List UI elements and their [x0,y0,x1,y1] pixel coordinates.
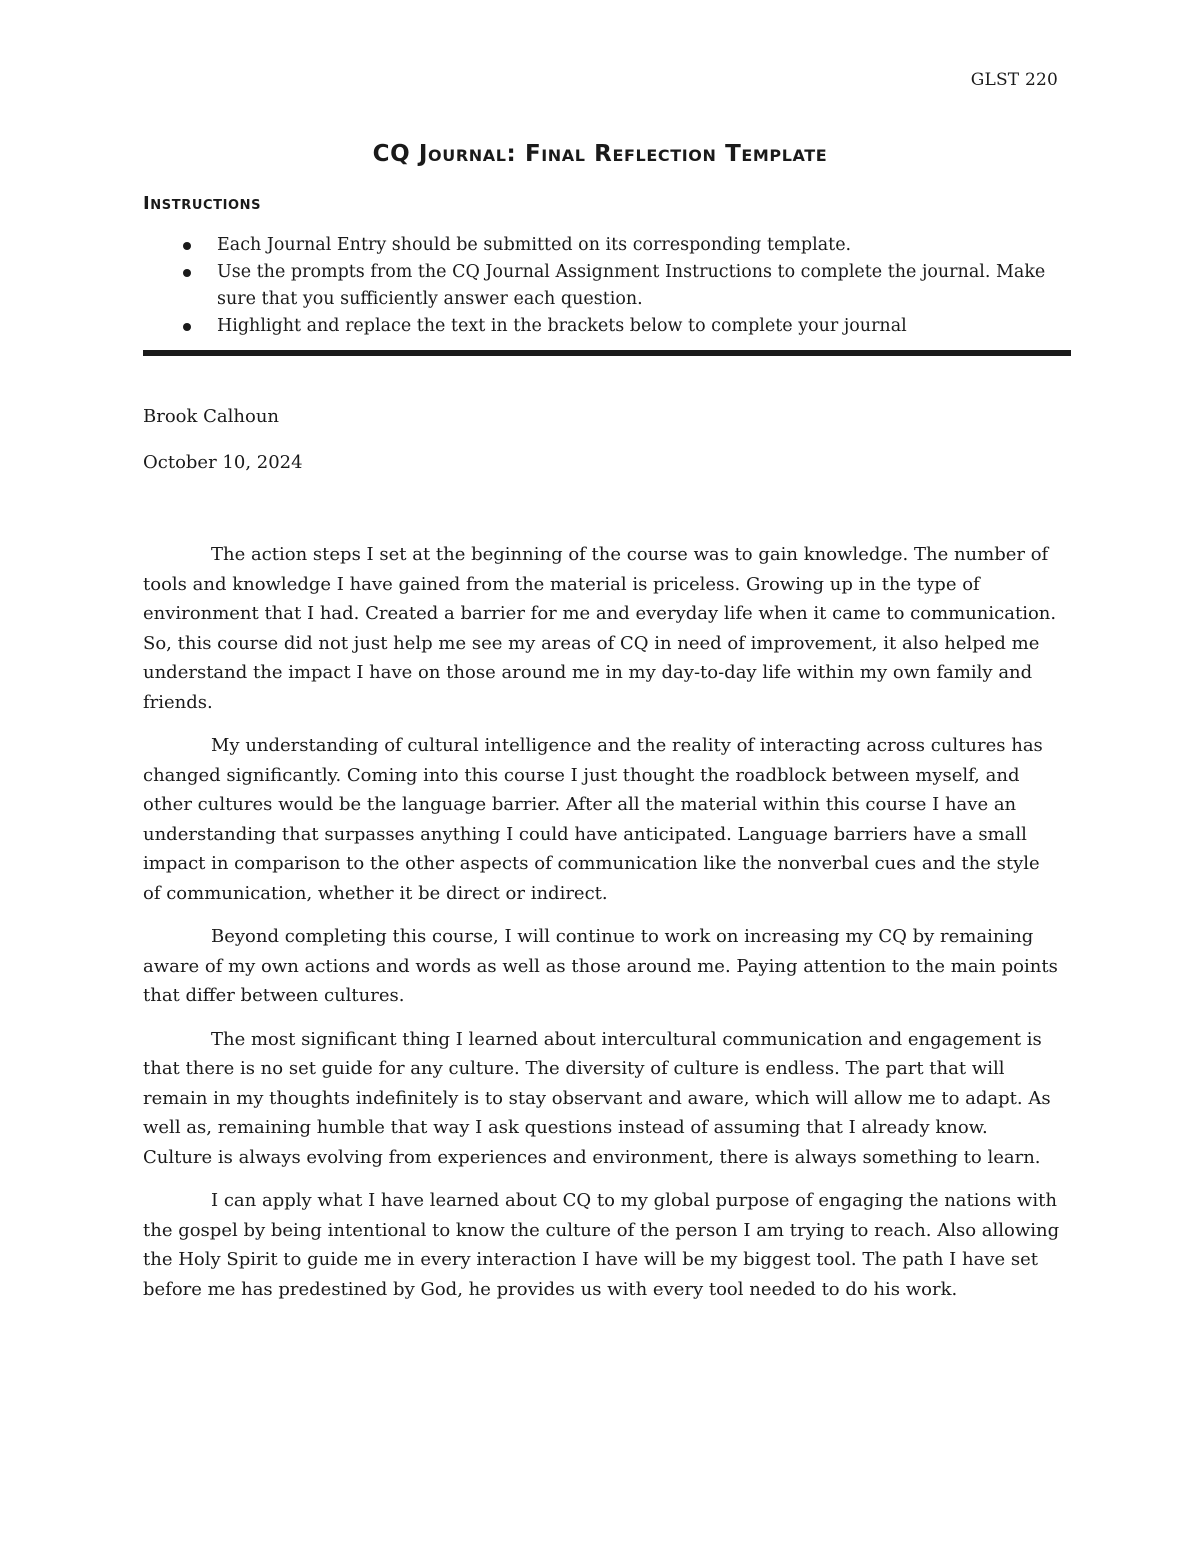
instruction-text: Use the prompts from the CQ Journal Assignment Instructions to complete the journal. Make sure that you sufficiently answer each question. [217,262,1046,309]
instruction-item [143,232,1073,259]
instruction-text: Each Journal Entry should be submitted on its corresponding template. [217,235,852,255]
page-title: CQ Journal: Final Reflection Template [372,141,828,167]
course-code: GLST 220 [970,70,1058,90]
bullet-icon [183,242,191,250]
journal-paragraph: The action steps I set at the beginning of the course was to gain knowledge. The number of tools and knowledge I have gained from the material is priceless. Growing up in the type of environment that I had. Created a barrier for me and everyday life when it came to communication. So, this course did not just help me see my areas of CQ in need of improvement, it also helped me understand the impact I have on those around me in my day-to-day life within my own family and friends. [143,544,1057,713]
journal-paragraph: The most significant thing I learned about intercultural communication and engagement is that there is no set guide for any culture. The diversity of culture is endless. The part that will remain in my thoughts indefinitely is to stay observant and aware, which will allow me to adapt. As well as, remaining humble that way I ask questions instead of assuming that I already know. Culture is always evolving from experiences and environment, there is always something to learn. [143,1028,1051,1168]
entry-date: October 10, 2024 [143,452,303,473]
journal-paragraph: My understanding of cultural intelligence and the reality of interacting across cultures has changed significantly. Coming into this course I just thought the roadblock between myself, and other cultures would be the language barrier. After all the material within this course I have an understanding that surpasses anything I could have anticipated. Language barriers have a small impact in comparison to the other aspects of communication like the nonverbal cues and the style of communication, whether it be direct or indirect. [143,735,1043,904]
section-divider [143,350,1071,356]
bullet-icon [183,269,191,277]
instruction-text: Highlight and replace the text in the brackets below to complete your journal [217,316,907,336]
instructions-heading: Instructions [143,193,262,214]
instruction-item [143,259,1073,313]
journal-paragraph: Beyond completing this course, I will continue to work on increasing my CQ by remaining aware of my own actions and words as well as those around me. Paying attention to the main points that differ between cultures. [143,926,1058,1006]
journal-body [143,540,1061,1318]
instructions-list [143,232,1073,340]
author-name: Brook Calhoun [143,406,280,427]
bullet-icon [183,323,191,331]
journal-paragraph: I can apply what I have learned about CQ to my global purpose of engaging the nations with the gospel by being intentional to know the culture of the person I am trying to reach. Also allowing the Holy Spirit to guide me in every interaction I have will be my biggest tool. The path I have set before me has predestined by God, he provides us with every tool needed to do his work. [143,1190,1060,1300]
instruction-item [143,313,1073,340]
